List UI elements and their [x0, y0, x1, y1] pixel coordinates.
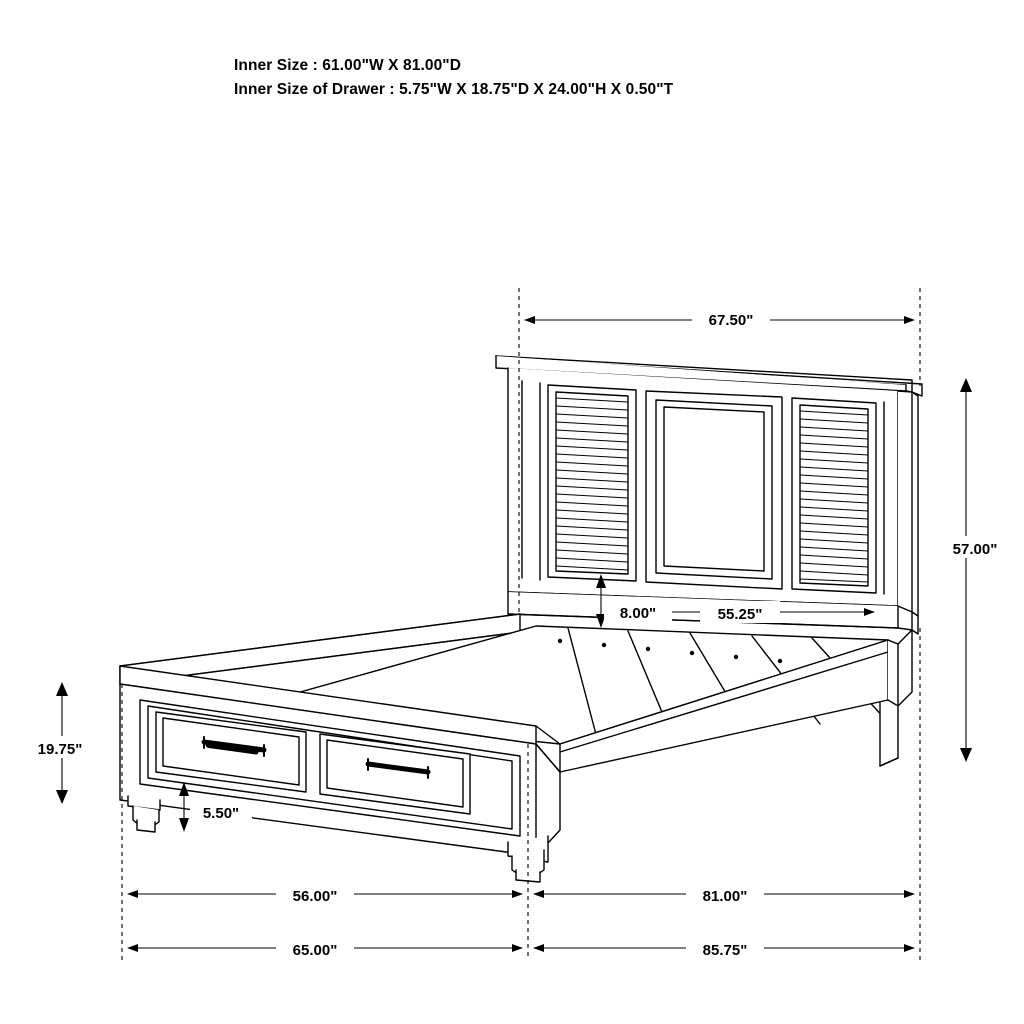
dim-overall-length: 85.75" [702, 942, 748, 959]
dim-headboard-clearance: 8.00" [619, 605, 657, 622]
dim-overall-width: 65.00" [292, 942, 338, 959]
spec-line-inner-size-drawer: Inner Size of Drawer : 5.75"W X 18.75"D X 24.00"H X 0.50"T [234, 81, 674, 98]
dim-side-rail-length: 81.00" [702, 888, 748, 905]
dim-headboard-width: 67.50" [708, 312, 754, 329]
spec-line-inner-size: Inner Size : 61.00"W X 81.00"D [234, 57, 462, 74]
dim-leg-height: 5.50" [202, 805, 240, 822]
dim-headboard-inner-width: 55.25" [717, 606, 763, 623]
dim-overall-height: 57.00" [952, 541, 998, 558]
dim-footboard-height: 19.75" [37, 741, 83, 758]
dim-footboard-width: 56.00" [292, 888, 338, 905]
